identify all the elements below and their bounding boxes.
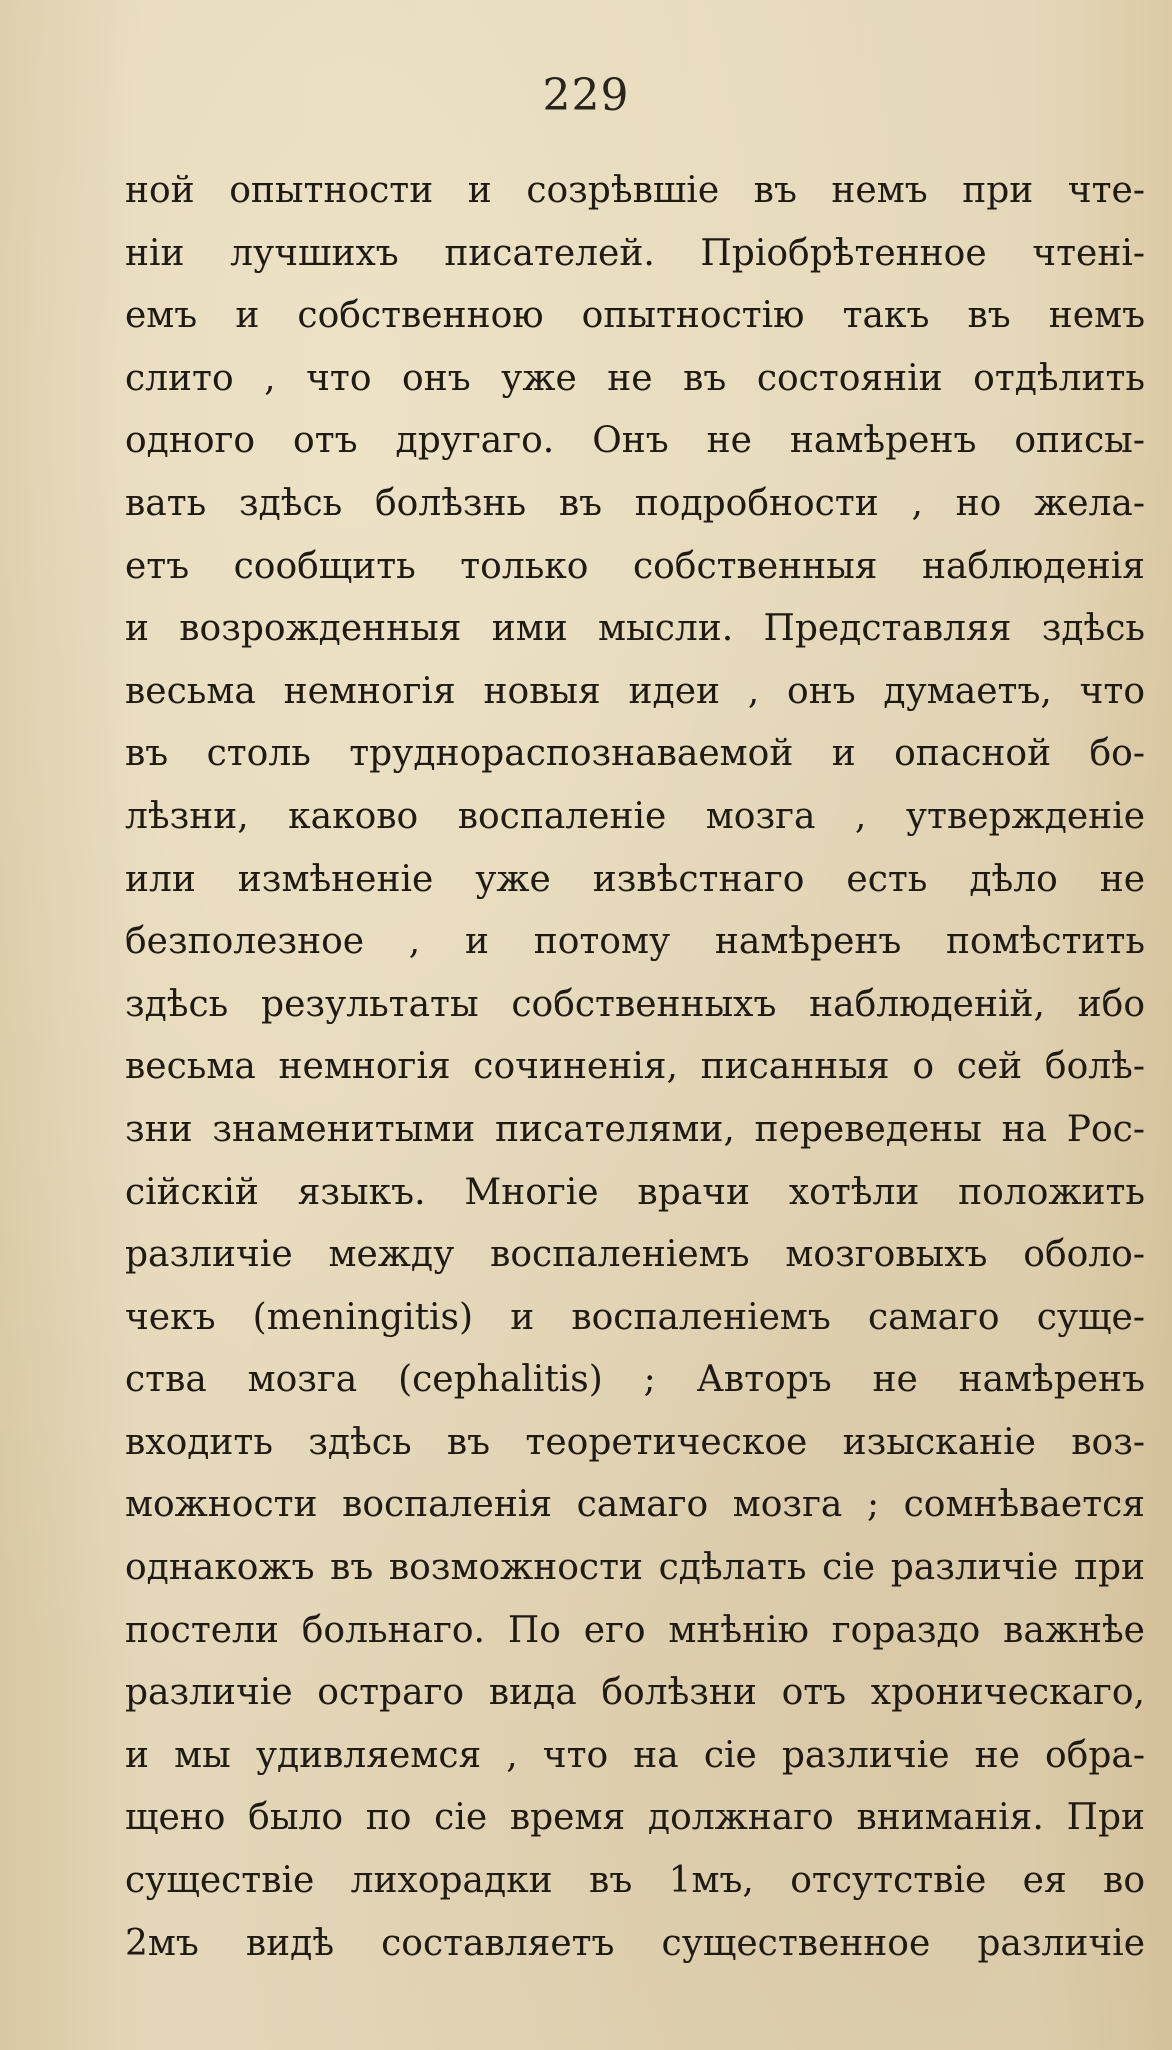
text-line: можности воспаленiя самаго мозга ; сомнѣвается: [125, 1484, 1145, 1526]
text-line: или измѣненiе уже извѣстнаго есть дѣло не: [125, 858, 1145, 900]
text-line: лѣзни, каково воспаленiе мозга , утвержденiе: [125, 795, 1145, 837]
text-line: слито , что онъ уже не въ состоянiи отдѣлить: [125, 357, 1145, 399]
text-line: зни знаменитыми писателями, переведены на Рос-: [125, 1108, 1145, 1150]
text-line: етъ сообщить только собственныя наблюденiя: [125, 545, 1145, 587]
text-line: чекъ (meningitis) и воспаленiемъ самаго суще-: [125, 1296, 1145, 1338]
text-line: существiе лихорадки въ 1мъ, отсутствiе ея во: [125, 1860, 1145, 1902]
text-line: сiйскiй языкъ. Многiе врачи хотѣли положить: [125, 1171, 1145, 1213]
text-line: одного отъ другаго. Онъ не намѣренъ описы-: [125, 420, 1145, 462]
text-line: 2мъ видѣ составляетъ существенное различiе: [125, 1922, 1145, 1964]
body-text: [125, 160, 1145, 1975]
text-line: однакожъ въ возможности сдѣлать сiе различiе при: [125, 1547, 1145, 1589]
text-line: въ столь труднораспознаваемой и опасной бо-: [125, 733, 1145, 775]
text-line: щено было по сiе время должнаго вниманiя. При: [125, 1797, 1145, 1839]
text-line: и мы удивляемся , что на сiе различiе не обра-: [125, 1734, 1145, 1776]
page-number: 229: [542, 70, 630, 121]
text-line: безполезное , и потому намѣренъ помѣстить: [125, 921, 1145, 963]
text-line: и возрожденныя ими мысли. Представляя здѣсь: [125, 608, 1145, 650]
text-line: весьма немногiя новыя идеи , онъ думаетъ, что: [125, 670, 1145, 712]
text-line: емъ и собственною опытностiю такъ въ немъ: [125, 295, 1145, 337]
text-line: нiи лучшихъ писателей. Прiобрѣтенное чтенi-: [125, 232, 1145, 274]
text-line: вать здѣсь болѣзнь въ подробности , но жела-: [125, 482, 1145, 524]
text-line: входить здѣсь въ теоретическое изысканiе воз-: [125, 1421, 1145, 1463]
text-line: различiе между воспаленiемъ мозговыхъ оболо-: [125, 1234, 1145, 1276]
text-line: здѣсь результаты собственныхъ наблюденiй, ибо: [125, 983, 1145, 1025]
text-line: весьма немногiя сочиненiя, писанныя о сей болѣ-: [125, 1046, 1145, 1088]
text-line: различiе остраго вида болѣзни отъ хроническаго,: [125, 1672, 1145, 1714]
text-line: ства мозга (cephalitis) ; Авторъ не намѣренъ: [125, 1359, 1145, 1401]
text-line: ной опытности и созрѣвшiе въ немъ при чте-: [125, 170, 1145, 211]
text-line: постели больнаго. По его мнѣнiю гораздо важнѣе: [125, 1609, 1145, 1651]
